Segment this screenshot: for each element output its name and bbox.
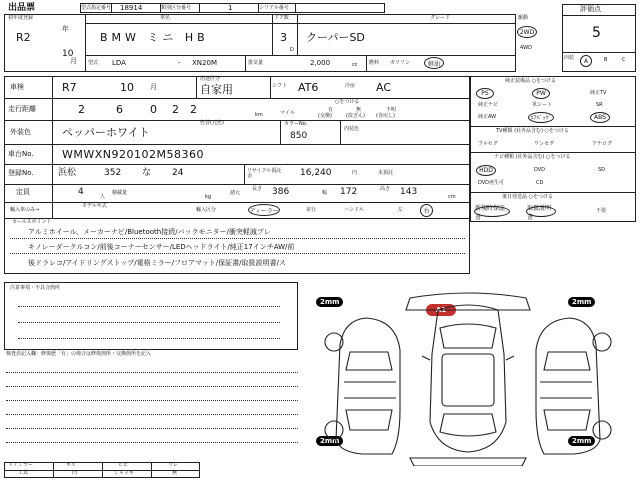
dims-label: 諸元 xyxy=(230,190,241,196)
doors-label: ドア数 xyxy=(274,15,289,21)
mileage-option-sub: (交換) xyxy=(318,113,332,119)
mileage-option-sub: (改ざん) xyxy=(346,113,365,119)
width: 172 xyxy=(340,187,358,197)
year-unit: 年 xyxy=(62,25,69,33)
model-year-label: モデル年式 xyxy=(82,203,107,209)
legend-cell: 工具 xyxy=(18,470,29,476)
nav-option: HDD xyxy=(476,165,496,176)
shape-code-cell xyxy=(111,3,161,13)
chassis-no: WMWXN920102M58360 xyxy=(62,148,204,161)
mileage-note: ○をつける xyxy=(335,99,360,105)
dim-unit: cm xyxy=(448,194,456,200)
first-reg-label: 初年度登録 xyxy=(8,15,34,21)
reg-label: 登録No. xyxy=(8,169,34,177)
drive-4wd: 4WD xyxy=(520,45,532,51)
equip-item: SR xyxy=(596,102,603,108)
first-reg-era: R2 xyxy=(16,31,31,44)
car-name: BMW ミニ HB xyxy=(100,31,209,44)
shape-code-label: 型式指定番号 xyxy=(81,5,112,11)
mileage-label: 走行距離 xyxy=(8,105,36,113)
equipment-panel xyxy=(470,76,636,222)
dvd-option: DVD再生可 xyxy=(478,180,505,186)
class-code-label: 類別区分番号 xyxy=(160,3,200,13)
damage-mark-2mm: 2mm xyxy=(568,297,595,307)
legend-cell: ワレ xyxy=(168,462,179,468)
reg-num: 24 xyxy=(172,168,184,178)
tv-option: フルセグ xyxy=(478,141,498,147)
legend-cell: 凹 xyxy=(72,470,78,476)
equip-item: 革シート xyxy=(532,102,553,108)
mileage-unit: km xyxy=(255,112,263,118)
capacity-unit: 人 xyxy=(100,194,106,200)
mileage-digit: 6 xyxy=(116,103,123,116)
inspection-month-unit: 月 xyxy=(150,83,157,91)
door-type: D xyxy=(290,47,294,53)
interior-grade-a: A xyxy=(580,55,592,67)
mileage-option: 有 xyxy=(328,107,334,113)
grade: クーパーSD xyxy=(306,31,365,44)
legend-cell: キズ xyxy=(66,462,76,468)
score: 5 xyxy=(592,25,601,41)
shift: AT6 xyxy=(298,81,319,94)
serial-cell xyxy=(295,3,385,13)
car-name-label: 車名 xyxy=(160,15,171,21)
ac: AC xyxy=(376,81,392,94)
mileage-digit: 2 xyxy=(190,103,197,116)
interior-grade-c: C xyxy=(622,57,626,63)
class-code-cell xyxy=(199,3,259,13)
displacement-label: 排気量 xyxy=(248,60,264,66)
dealer-circle: ディーラー xyxy=(248,204,280,216)
inspection-month: 10 xyxy=(120,81,134,94)
height: 143 xyxy=(400,187,418,197)
capacity: 4 xyxy=(78,187,84,197)
mileage-digit: 2 xyxy=(172,103,179,116)
month-unit: 月 xyxy=(70,57,77,65)
car-diagram xyxy=(300,290,636,466)
reg-place: 浜松 xyxy=(58,168,77,178)
sales-point-line: キノレーダークルコン/前後コーナーセンサー/LEDヘッドライト/純正17インチAW/前 xyxy=(28,243,295,251)
exterior-label: 外装色 xyxy=(10,128,31,136)
nav-title: ナビ種類 (社外品含む) ○をつける xyxy=(494,154,571,160)
handle-label: ハンドル xyxy=(344,207,365,213)
usage-label: 用途区分 xyxy=(200,76,221,82)
post-option: 不要 xyxy=(596,208,607,214)
shape-code: 18914 xyxy=(120,4,143,12)
height-label: 高さ xyxy=(380,186,391,192)
interior-label: 内装 xyxy=(564,55,575,61)
first-reg-month: 10 xyxy=(62,49,74,59)
class-code: 1 xyxy=(228,4,233,12)
equip-item: 純正ナビ xyxy=(478,102,499,108)
damage-a1-badge: A1 xyxy=(426,304,456,316)
nav-option: SD xyxy=(598,167,606,173)
dvd-option: CD xyxy=(536,180,544,186)
reg-kana: な xyxy=(142,168,152,178)
interior-color-label: 内装色 xyxy=(344,126,360,132)
grade-label: グレード xyxy=(430,15,451,21)
equip-item: ｴｱﾊﾞｯｸﾞ xyxy=(528,112,554,123)
recycle-label: リサイクル預託金 xyxy=(247,168,282,179)
color-no-label: カラーNo. xyxy=(284,121,308,127)
handle-right-circle: 右 xyxy=(420,204,433,217)
width-label: 幅 xyxy=(322,190,328,196)
damage-mark-2mm: 2mm xyxy=(568,436,595,446)
model-label: 型式 xyxy=(88,60,99,66)
legend-cell: ドアミラー xyxy=(8,462,33,468)
equip-item: PW xyxy=(532,88,550,99)
caution-label: 注意事項・不具合箇所 xyxy=(10,285,61,291)
post-title: 後日発送品 ○をつける xyxy=(502,194,553,200)
score-label: 評価点 xyxy=(580,5,601,13)
exterior-color: ペッパーホワイト xyxy=(62,126,150,139)
equip-item: 純正TV xyxy=(590,90,607,96)
legend-cell: 無 xyxy=(172,470,178,476)
displacement: 2,000 xyxy=(310,59,331,67)
tv-title: TV種類 (社外品含む) ○をつける xyxy=(496,128,569,134)
nav-option: DVD xyxy=(534,167,546,173)
mileage-mile: マイル xyxy=(280,110,295,116)
mileage-digit: 2 xyxy=(78,103,85,116)
doors: 3 xyxy=(280,31,287,44)
mileage-digit: 0 xyxy=(150,103,157,116)
load-label: 積載量 xyxy=(112,190,128,196)
damage-mark-2mm: 2mm xyxy=(316,297,343,307)
recycle-status: 未預託 xyxy=(378,170,394,176)
legend-cell: ジャッキ xyxy=(114,470,134,476)
length: 386 xyxy=(272,187,290,197)
model: XN20M xyxy=(192,59,217,67)
mileage-option: 不明 xyxy=(386,107,397,113)
post-option: 新規時保証書 xyxy=(474,206,510,217)
capacity-label: 定員 xyxy=(16,188,30,196)
serial-label: シリアル番号 xyxy=(258,3,296,13)
caution-box xyxy=(4,282,298,350)
model-prefix: LDA xyxy=(112,59,126,67)
equip-item: 純正AW xyxy=(478,114,497,120)
sales-points-label: セールスポイント xyxy=(12,219,52,225)
model-dash: - xyxy=(178,59,181,67)
tv-option: ワンセグ xyxy=(534,141,555,147)
import-class-label: 輸入区分 xyxy=(196,207,217,213)
displacement-unit: cc xyxy=(352,62,358,68)
equip-item: ABS xyxy=(590,112,610,123)
drive-2wd-circle: 2WD xyxy=(517,26,537,38)
load-unit: kg xyxy=(205,194,212,200)
sales-point-line: アルミホイール、メーカーナビ/Bluetooth接続/バックモニター/衝突軽減ブレ xyxy=(28,228,271,236)
equipment-title: 純正装備品 ○をつける xyxy=(505,78,556,84)
inspection-label: 車検 xyxy=(10,83,24,91)
drive-label: 駆動 xyxy=(518,15,529,21)
post-option: 取扱説明書 xyxy=(526,206,556,217)
color-no: 850 xyxy=(290,131,308,141)
ac-label: 冷房 xyxy=(345,83,356,89)
mileage-option-sub: (巻戻し) xyxy=(376,113,395,119)
import-label: 輸入車のみ→ xyxy=(10,207,40,213)
damage-mark-2mm: 2mm xyxy=(316,436,343,446)
inspector-label: 検査員記入欄：修復歴「有」の場合は修復箇所・交換箇所を記入 xyxy=(6,351,152,357)
usage: 自家用 xyxy=(200,83,233,96)
recycle-unit: 円 xyxy=(352,170,358,176)
parallel: 並行 xyxy=(306,207,317,213)
handle-left: 左 xyxy=(398,207,404,213)
fuel-label: 燃料 xyxy=(369,60,380,66)
sales-point-line: 後ドラレコ/アイドリングストップ/電格ミラー/フロアマット/保証書/取扱説明書/ス xyxy=(28,259,286,267)
color-change-label: 色替(元色) xyxy=(200,120,224,126)
fuel: ガソリン xyxy=(390,60,411,66)
chassis-label: 車台No. xyxy=(8,150,34,158)
fuel-circle: 軽油 xyxy=(424,57,444,69)
reg-class: 352 xyxy=(104,168,122,178)
interior-grade-b: B xyxy=(604,57,608,63)
recycle: 16,240 xyxy=(300,168,332,178)
legend-cell: ヒビ xyxy=(118,462,129,468)
length-label: 長さ xyxy=(252,186,263,192)
shift-label: シフト xyxy=(272,83,288,89)
form-title: 出品票 xyxy=(8,3,36,13)
tv-option: アナログ xyxy=(592,141,613,147)
mileage-option: 無 xyxy=(356,107,362,113)
equip-item: PS xyxy=(476,88,494,99)
inspection-era: R7 xyxy=(62,81,77,94)
